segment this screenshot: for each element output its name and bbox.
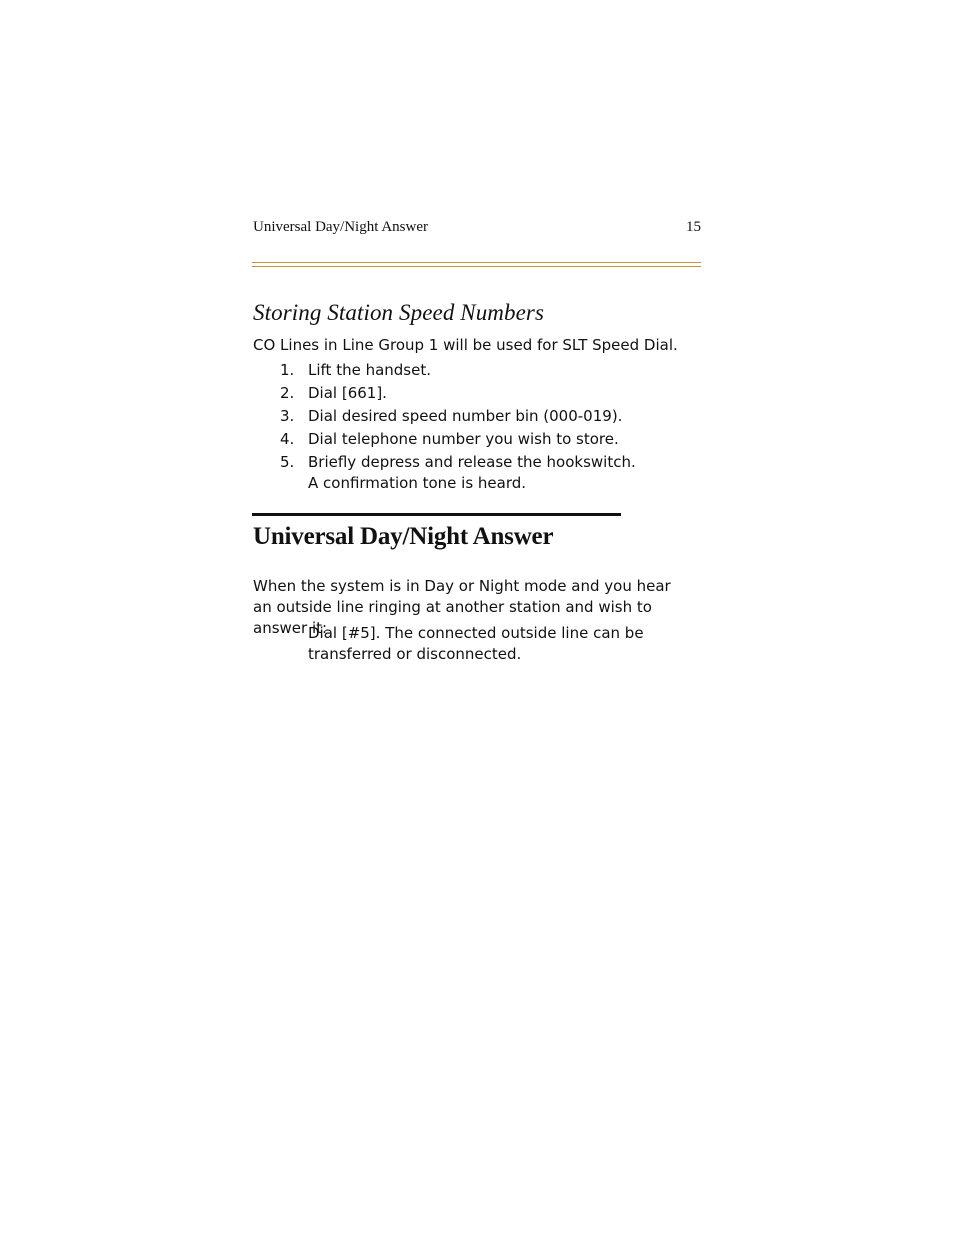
page-number: 15: [686, 219, 701, 235]
step-item: [253, 429, 703, 450]
step-number: 1.: [280, 361, 295, 379]
step-text: Dial telephone number you wish to store.: [308, 430, 619, 448]
step-text: Lift the handset.: [308, 361, 431, 379]
step-number: 5.: [280, 453, 295, 471]
section-body-text: When the system is in Day or Night mode and you hear an outside line ringing at another station and wish to answer it:: [253, 577, 671, 637]
section-step-text: Dial [#5]. The connected outside line can be transferred or disconnected.: [308, 624, 644, 663]
section-divider: [252, 513, 621, 516]
running-header-title: Universal Day/Night Answer: [253, 219, 428, 235]
header-rule-top: [252, 262, 701, 263]
subsection-intro: CO Lines in Line Group 1 will be used for SLT Speed Dial.: [253, 336, 678, 354]
header-rule-bottom: [252, 266, 701, 267]
step-number: 4.: [280, 430, 295, 448]
step-text: Dial desired speed number bin (000-019).: [308, 407, 623, 425]
step-text: Dial [661].: [308, 384, 387, 402]
steps-list: [253, 360, 703, 496]
step-number: 2.: [280, 384, 295, 402]
step-item: [253, 360, 703, 381]
step-item: [253, 406, 703, 427]
step-item: [253, 452, 703, 494]
running-header: [253, 219, 701, 239]
step-text: Briefly depress and release the hookswitch. A confirmation tone is heard.: [308, 453, 636, 492]
step-item: [253, 383, 703, 404]
subsection-heading: Storing Station Speed Numbers: [253, 300, 545, 325]
step-number: 3.: [280, 407, 295, 425]
section-heading: Universal Day/Night Answer: [253, 523, 554, 550]
